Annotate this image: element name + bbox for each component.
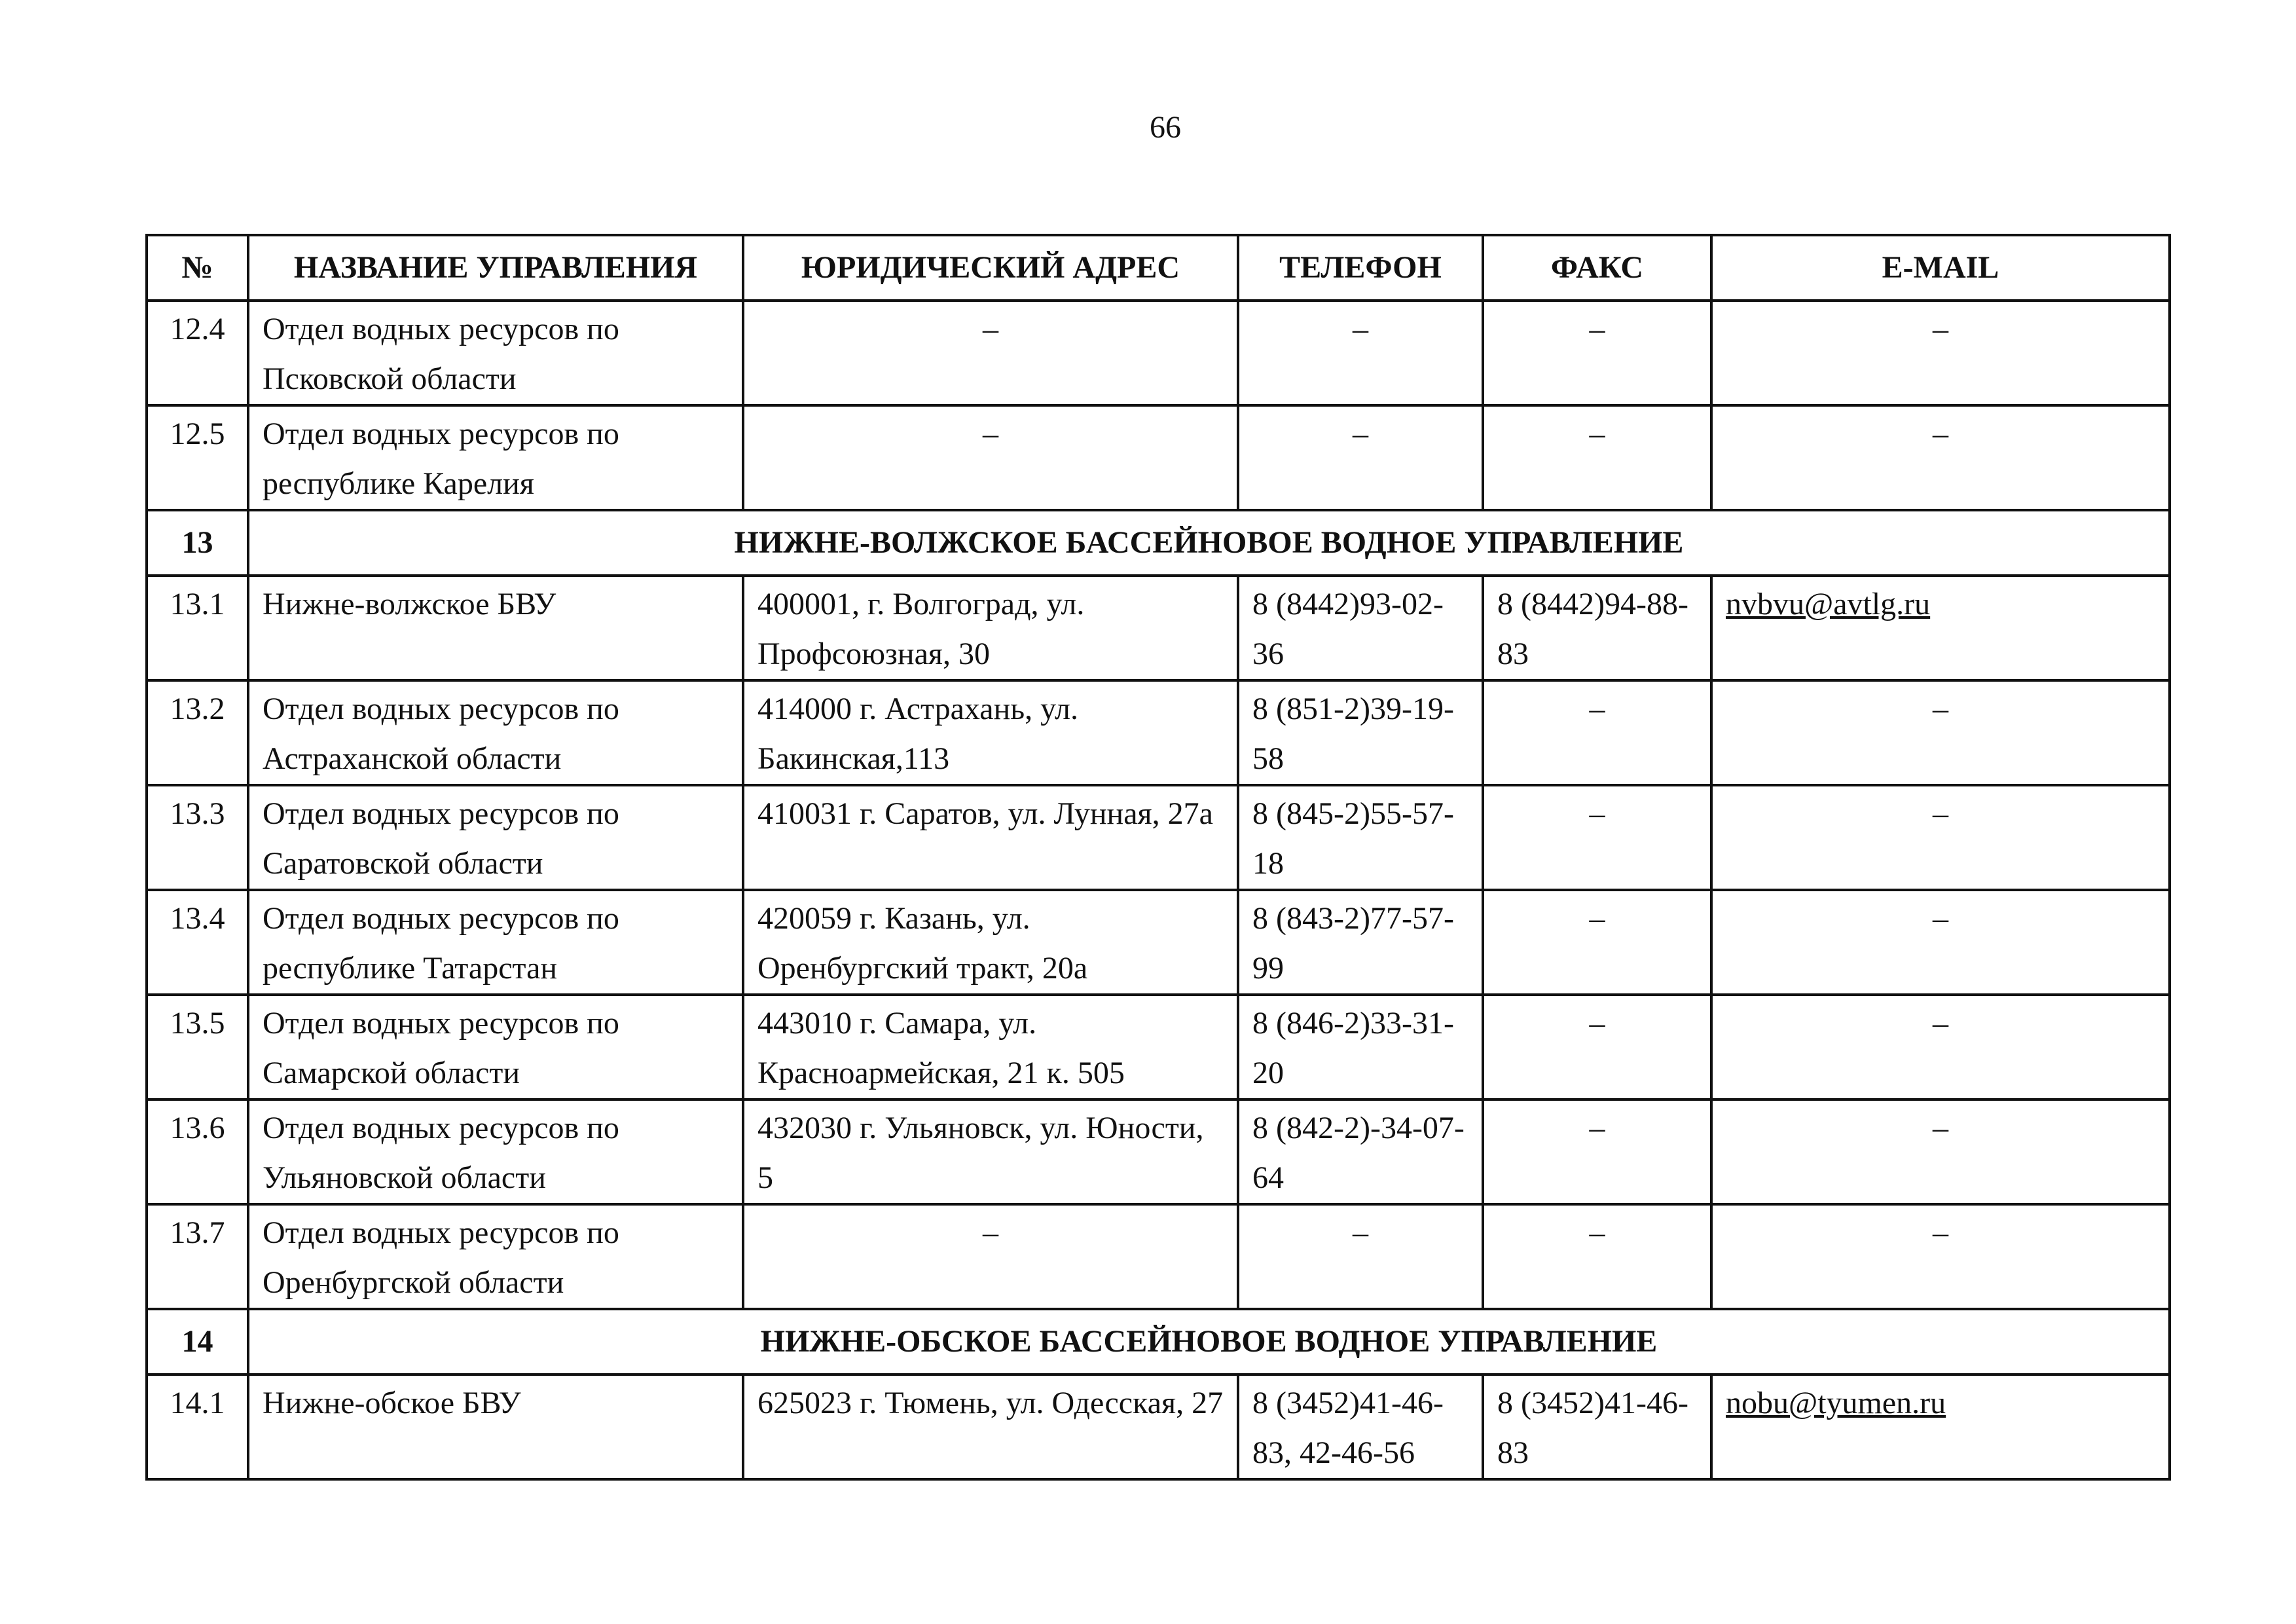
row-number: 13.1 [147, 576, 248, 680]
row-number: 13.5 [147, 995, 248, 1099]
row-address: 625023 г. Тюмень, ул. Одесская, 27 [743, 1375, 1238, 1479]
row-fax: – [1483, 1204, 1711, 1309]
row-email: – [1711, 301, 2170, 405]
row-email: – [1711, 680, 2170, 785]
row-phone: – [1238, 1204, 1483, 1309]
row-number: 13.3 [147, 785, 248, 890]
row-address: 400001, г. Волгоград, ул. Профсоюзная, 30 [743, 576, 1238, 680]
row-email: – [1711, 405, 2170, 510]
row-name: Отдел водных ресурсов по Саратовской области [248, 785, 743, 890]
table-row [147, 1099, 2170, 1204]
header-email: E-MAIL [1711, 235, 2170, 301]
row-name: Нижне-волжское БВУ [248, 576, 743, 680]
row-phone: – [1238, 301, 1483, 405]
section-row [147, 1309, 2170, 1375]
table-row [147, 785, 2170, 890]
row-address: 443010 г. Самара, ул. Красноармейская, 21 к. 505 [743, 995, 1238, 1099]
section-row [147, 510, 2170, 576]
table-row [147, 680, 2170, 785]
row-address: 410031 г. Саратов, ул. Лунная, 27а [743, 785, 1238, 890]
row-name: Нижне-обское БВУ [248, 1375, 743, 1479]
row-fax: – [1483, 301, 1711, 405]
row-phone: 8 (8442)93-02-36 [1238, 576, 1483, 680]
row-phone: 8 (846-2)33-31-20 [1238, 995, 1483, 1099]
row-phone: 8 (843-2)77-57-99 [1238, 890, 1483, 995]
row-address: 420059 г. Казань, ул. Оренбургский тракт, 20а [743, 890, 1238, 995]
row-email: – [1711, 1099, 2170, 1204]
row-fax: 8 (8442)94-88-83 [1483, 576, 1711, 680]
row-email: – [1711, 995, 2170, 1099]
row-address: 432030 г. Ульяновск, ул. Юности, 5 [743, 1099, 1238, 1204]
row-email: – [1711, 890, 2170, 995]
email-link[interactable]: nobu@tyumen.ru [1726, 1386, 1946, 1420]
row-name: Отдел водных ресурсов по Ульяновской области [248, 1099, 743, 1204]
row-address: – [743, 1204, 1238, 1309]
table-row [147, 405, 2170, 510]
page-number: 66 [1150, 110, 1181, 145]
row-number: 14.1 [147, 1375, 248, 1479]
table-row [147, 995, 2170, 1099]
row-phone: 8 (851-2)39-19-58 [1238, 680, 1483, 785]
row-fax: – [1483, 785, 1711, 890]
row-fax: – [1483, 995, 1711, 1099]
table-row [147, 1204, 2170, 1309]
row-number: 13.6 [147, 1099, 248, 1204]
row-name: Отдел водных ресурсов по Самарской области [248, 995, 743, 1099]
header-phone: ТЕЛЕФОН [1238, 235, 1483, 301]
row-name: Отдел водных ресурсов по Псковской области [248, 301, 743, 405]
row-address: – [743, 301, 1238, 405]
row-address: 414000 г. Астрахань, ул. Бакинская,113 [743, 680, 1238, 785]
row-fax: – [1483, 680, 1711, 785]
header-name: НАЗВАНИЕ УПРАВЛЕНИЯ [248, 235, 743, 301]
row-fax: – [1483, 1099, 1711, 1204]
row-fax: – [1483, 890, 1711, 995]
section-title: НИЖНЕ-ВОЛЖСКОЕ БАССЕЙНОВОЕ ВОДНОЕ УПРАВЛЕНИЕ [248, 510, 2170, 576]
row-phone: 8 (842-2)-34-07-64 [1238, 1099, 1483, 1204]
row-email [1711, 576, 2170, 680]
row-number: 13.7 [147, 1204, 248, 1309]
header-address: ЮРИДИЧЕСКИЙ АДРЕС [743, 235, 1238, 301]
row-number: 13.2 [147, 680, 248, 785]
row-phone: – [1238, 405, 1483, 510]
row-number: 12.5 [147, 405, 248, 510]
section-number: 14 [147, 1309, 248, 1375]
table-row [147, 576, 2170, 680]
row-name: Отдел водных ресурсов по Оренбургской области [248, 1204, 743, 1309]
row-number: 13.4 [147, 890, 248, 995]
row-fax: 8 (3452)41-46-83 [1483, 1375, 1711, 1479]
table-row [147, 301, 2170, 405]
email-link[interactable]: nvbvu@avtlg.ru [1726, 587, 1931, 621]
row-email: – [1711, 785, 2170, 890]
section-title: НИЖНЕ-ОБСКОЕ БАССЕЙНОВОЕ ВОДНОЕ УПРАВЛЕНИЕ [248, 1309, 2170, 1375]
row-name: Отдел водных ресурсов по республике Татарстан [248, 890, 743, 995]
row-fax: – [1483, 405, 1711, 510]
table-row [147, 890, 2170, 995]
header-number: № [147, 235, 248, 301]
row-name: Отдел водных ресурсов по республике Карелия [248, 405, 743, 510]
row-email [1711, 1375, 2170, 1479]
water-management-table [145, 234, 2171, 1481]
table-header-row [147, 235, 2170, 301]
row-phone: 8 (3452)41-46-83, 42-46-56 [1238, 1375, 1483, 1479]
row-email: – [1711, 1204, 2170, 1309]
header-fax: ФАКС [1483, 235, 1711, 301]
row-address: – [743, 405, 1238, 510]
row-name: Отдел водных ресурсов по Астраханской области [248, 680, 743, 785]
row-number: 12.4 [147, 301, 248, 405]
section-number: 13 [147, 510, 248, 576]
table-row [147, 1375, 2170, 1479]
row-phone: 8 (845-2)55-57-18 [1238, 785, 1483, 890]
